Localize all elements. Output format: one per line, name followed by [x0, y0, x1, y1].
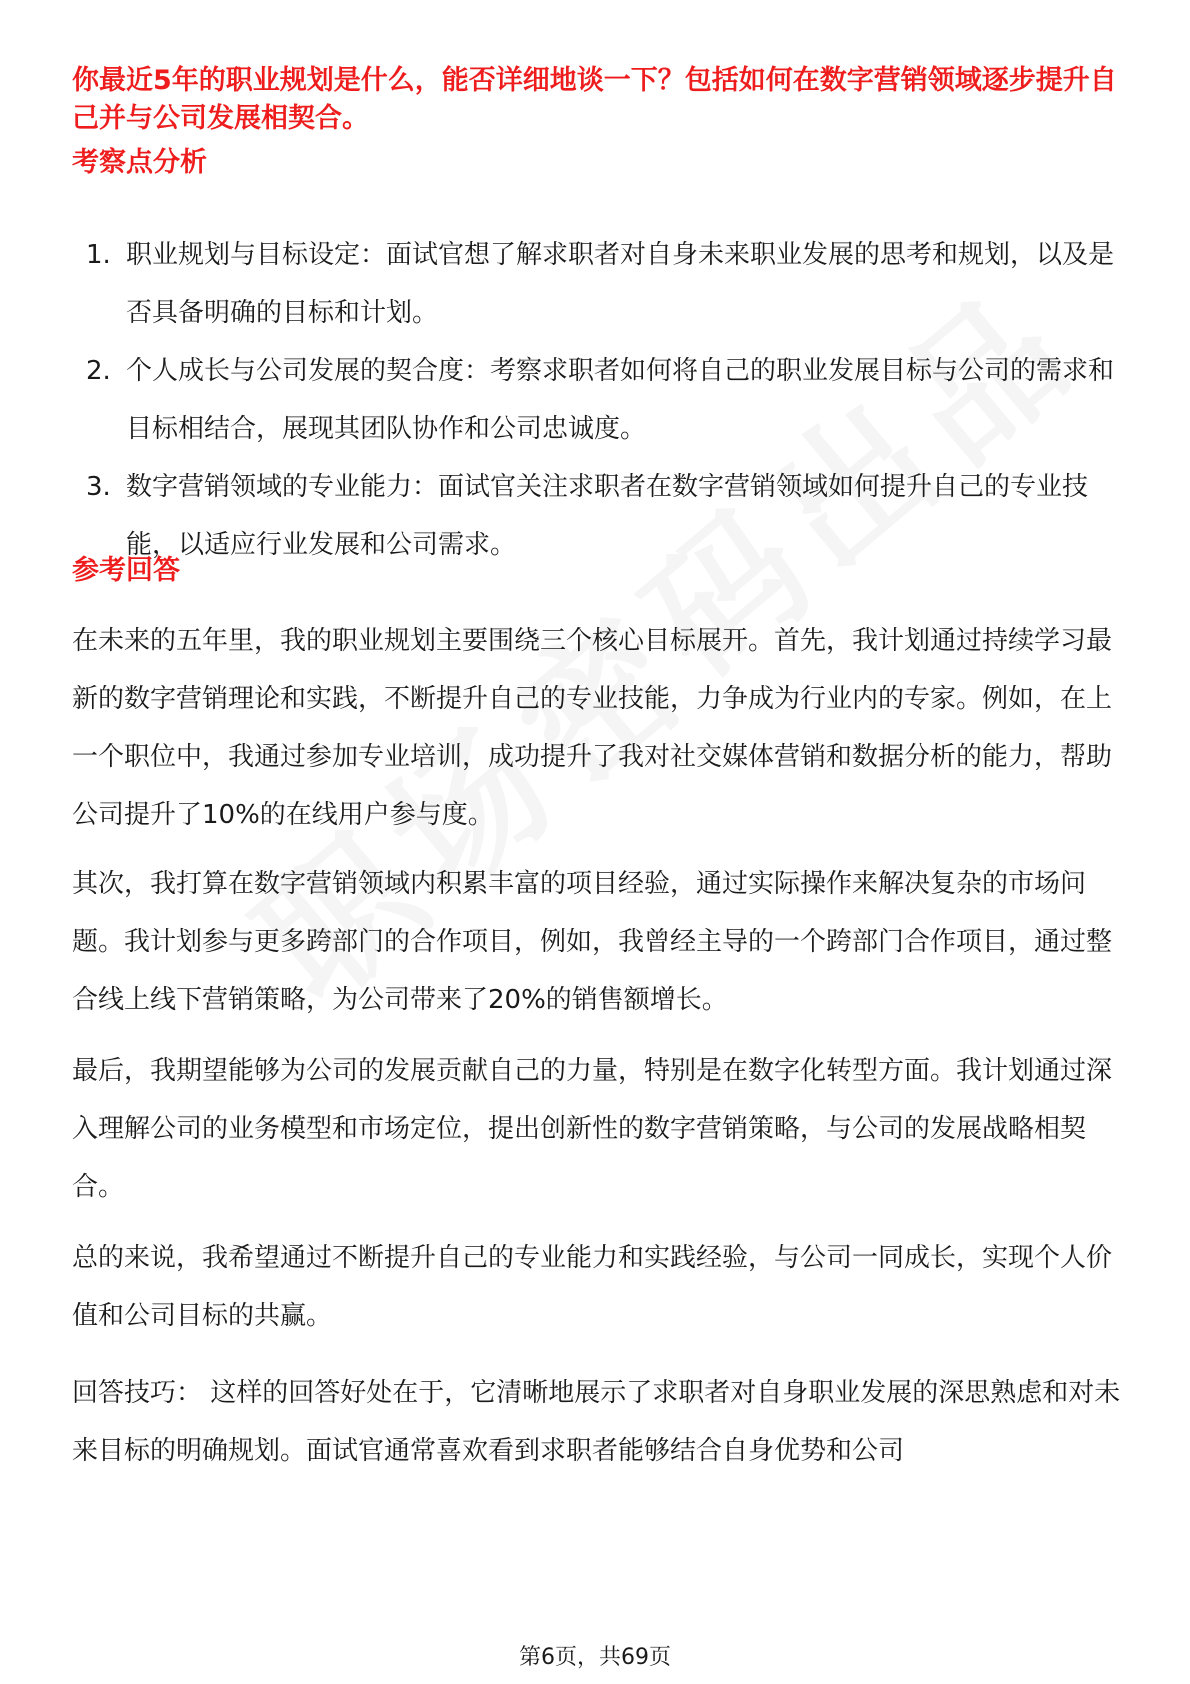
analysis-list — [72, 226, 1122, 574]
answer-paragraph: 总的来说，我希望通过不断提升自己的专业能力和实践经验，与公司一同成长，实现个人价值和公司目标的共赢。 — [72, 1243, 1113, 1331]
answer-paragraph: 最后，我期望能够为公司的发展贡献自己的力量，特别是在数字化转型方面。我计划通过深入理解公司的业务模型和市场定位，提出创新性的数字营销策略，与公司的发展战略相契合。 — [72, 1056, 1113, 1202]
answer-paragraph: 在未来的五年里，我的职业规划主要围绕三个核心目标展开。首先，我计划通过持续学习最新的数字营销理论和实践，不断提升自己的专业技能，力争成为行业内的专家。例如，在上一个职位中，我通过参加专业培训，成功提升了我对社交媒体营销和数据分析的能力，帮助公司提升了10%的在线用户参与度。 — [72, 626, 1113, 830]
list-item-text: 数字营销领域的专业能力：面试官关注求职者在数字营销领域如何提升自己的专业技能，以适应行业发展和公司需求。 — [126, 472, 1089, 560]
page-number: 第6页，共69页 — [519, 1645, 671, 1670]
list-number: 3. — [86, 472, 111, 502]
answer-heading: 参考回答 — [72, 555, 180, 586]
list-item — [72, 342, 1122, 458]
list-item-text: 职业规划与目标设定：面试官想了解求职者对自身未来职业发展的思考和规划，以及是否具备明确的目标和计划。 — [126, 240, 1115, 328]
list-item — [72, 226, 1122, 342]
list-item — [72, 458, 1122, 574]
list-number: 2. — [86, 356, 111, 386]
answer-tips: 回答技巧： 这样的回答好处在于，它清晰地展示了求职者对自身职业发展的深思熟虑和对未来目标的明确规划。面试官通常喜欢看到求职者能够结合自身优势和公司 — [72, 1378, 1121, 1466]
analysis-heading: 考察点分析 — [72, 147, 207, 178]
list-item-text: 个人成长与公司发展的契合度：考察求职者如何将自己的职业发展目标与公司的需求和目标相结合，展现其团队协作和公司忠诚度。 — [126, 356, 1115, 444]
list-number: 1. — [86, 240, 111, 270]
answer-paragraph: 其次，我打算在数字营销领域内积累丰富的项目经验，通过实际操作来解决复杂的市场问题。我计划参与更多跨部门的合作项目，例如，我曾经主导的一个跨部门合作项目，通过整合线上线下营销策略，为公司带来了20%的销售额增长。 — [72, 869, 1113, 1015]
interview-question: 你最近5年的职业规划是什么，能否详细地谈一下？包括如何在数字营销领域逐步提升自己并与公司发展相契合。 — [72, 65, 1117, 134]
